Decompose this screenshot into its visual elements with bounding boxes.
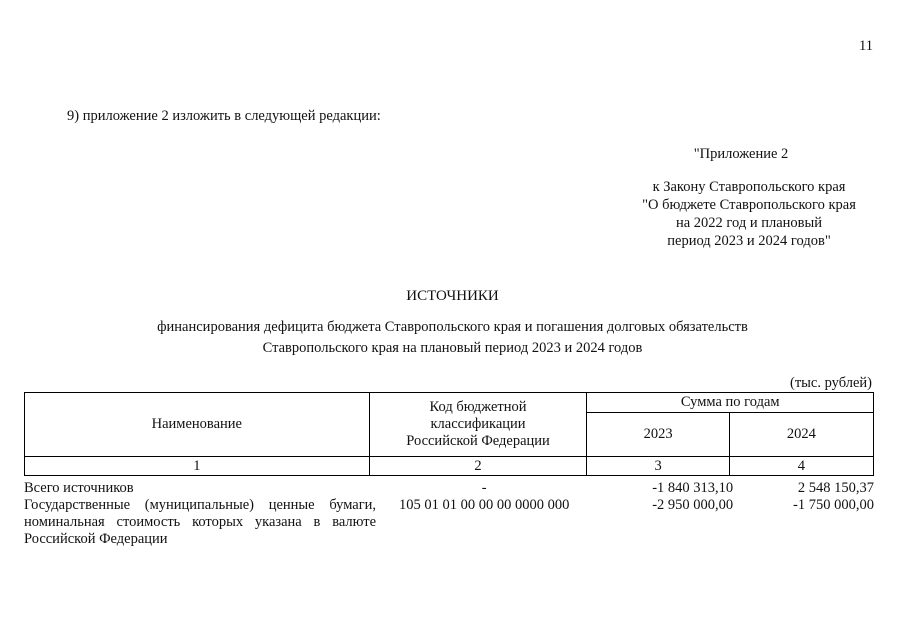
amendment-intro: 9) приложение 2 изложить в следующей редакции: (67, 108, 381, 124)
appendix-ref-line: на 2022 год и плановый (675, 215, 823, 231)
row-value-2023: -1 840 313,10 (652, 480, 734, 496)
row-value-2023: -2 950 000,00 (652, 497, 734, 513)
appendix-ref-line: период 2023 и 2024 годов" (667, 233, 831, 249)
document-title: ИСТОЧНИКИ (406, 288, 499, 304)
row-code: 105 01 01 00 00 00 0000 000 (399, 497, 570, 513)
column-number: 3 (587, 457, 729, 476)
table-row (24, 480, 874, 497)
row-value-2024: 2 548 150,37 (797, 480, 874, 496)
appendix-title: "Приложение 2 (693, 146, 789, 162)
row-name: Государственные (муниципальные) ценные бумаги, номинальная стоимость которых указана в валюте Российской Федерации (24, 497, 377, 547)
header-year-2024: 2024 (729, 413, 873, 457)
column-number: 1 (25, 457, 370, 476)
header-year-2023: 2023 (587, 413, 729, 457)
subtitle-line: финансирования дефицита бюджета Ставропольского края и погашения долговых обязательств (157, 319, 748, 335)
header-code-line: классификации (430, 416, 526, 432)
document-subtitle (0, 318, 905, 357)
subtitle-line: Ставропольского края на плановый период 2023 и 2024 годов (262, 340, 643, 356)
header-code (369, 393, 587, 457)
units-label: (тыс. рублей) (790, 375, 872, 391)
appendix-reference (619, 178, 879, 250)
row-name: Всего источников (24, 480, 134, 496)
row-value-2024: -1 750 000,00 (793, 497, 874, 513)
appendix-ref-line: к Закону Ставропольского края (652, 179, 846, 195)
appendix-ref-line: "О бюджете Ставропольского края (642, 197, 856, 213)
column-number: 4 (729, 457, 873, 476)
page-number: 11 (859, 38, 873, 54)
table-row (24, 497, 874, 548)
header-table (24, 392, 874, 476)
data-table (24, 480, 874, 548)
row-code: - (481, 480, 487, 496)
column-number: 2 (369, 457, 587, 476)
header-name: Наименование (25, 393, 370, 457)
header-sum-by-years: Сумма по годам (587, 393, 874, 413)
header-code-line: Код бюджетной (429, 399, 527, 415)
header-code-line: Российской Федерации (406, 433, 550, 449)
